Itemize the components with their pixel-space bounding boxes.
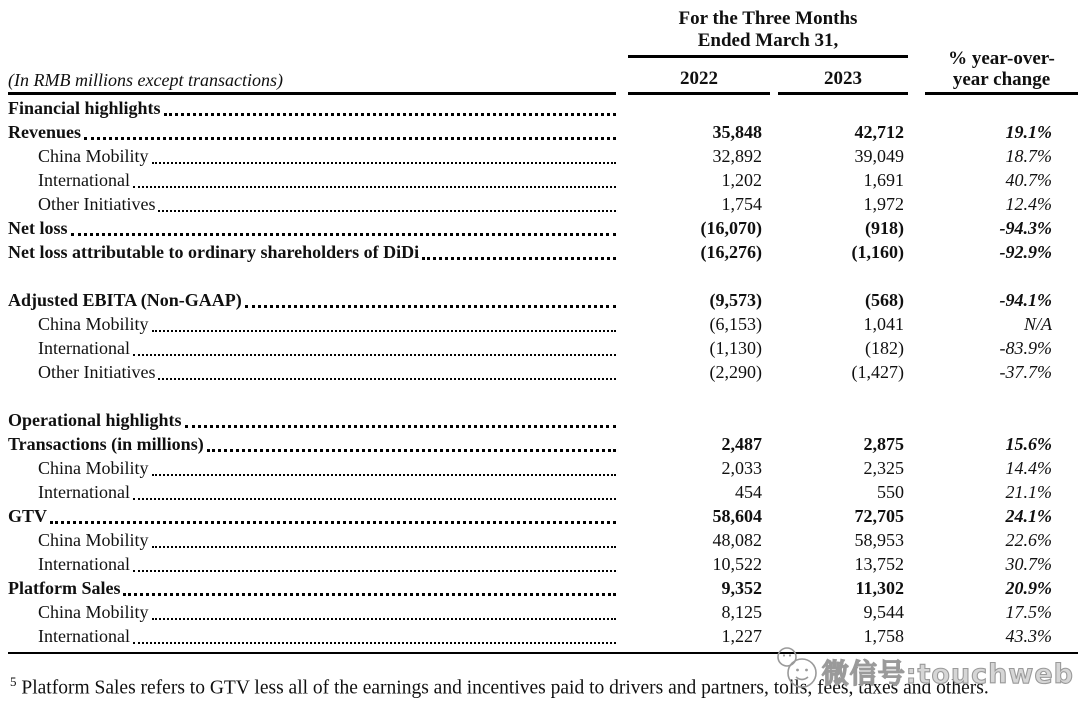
row-label-cell bbox=[8, 529, 616, 552]
row-label: Other Initiatives bbox=[38, 194, 156, 214]
table-row bbox=[8, 288, 1078, 312]
row-label-cell bbox=[8, 625, 616, 648]
value-yoy-change: N/A bbox=[1023, 314, 1052, 334]
footnote bbox=[8, 674, 1078, 700]
value-yoy-change: 14.4% bbox=[1005, 458, 1052, 478]
table-row bbox=[8, 600, 1078, 624]
value-2022: (2,290) bbox=[709, 362, 762, 382]
row-label: International bbox=[38, 482, 130, 502]
table-row bbox=[8, 624, 1078, 648]
value-2022: 35,848 bbox=[712, 122, 762, 142]
row-label: Net loss attributable to ordinary shareholders of DiDi bbox=[8, 242, 420, 262]
value-yoy-change: -37.7% bbox=[999, 362, 1052, 382]
value-yoy-change: 22.6% bbox=[1005, 530, 1052, 550]
table-body bbox=[8, 96, 1078, 648]
row-label-cell bbox=[8, 121, 616, 144]
dot-leader bbox=[133, 498, 616, 500]
table-row bbox=[8, 192, 1078, 216]
row-label-cell bbox=[8, 217, 616, 240]
value-2022: 58,604 bbox=[712, 506, 762, 526]
value-2022: 2,033 bbox=[721, 458, 762, 478]
table-row bbox=[8, 528, 1078, 552]
row-label: International bbox=[38, 626, 130, 646]
value-2022: (1,130) bbox=[709, 338, 762, 358]
year-columns bbox=[628, 68, 908, 95]
table-row bbox=[8, 144, 1078, 168]
value-2023: 11,302 bbox=[855, 578, 904, 598]
value-2023: (1,427) bbox=[851, 362, 904, 382]
column-header-yoy-change bbox=[925, 48, 1078, 95]
table-row bbox=[8, 456, 1078, 480]
row-label: GTV bbox=[8, 506, 48, 526]
column-header-2023: 2023 bbox=[778, 68, 908, 95]
value-yoy-change: 40.7% bbox=[1005, 170, 1052, 190]
value-yoy-change: 15.6% bbox=[1005, 434, 1052, 454]
dot-leader bbox=[152, 330, 616, 332]
row-label-cell bbox=[8, 241, 616, 264]
table-row bbox=[8, 480, 1078, 504]
row-label: Financial highlights bbox=[8, 98, 161, 118]
dot-leader bbox=[152, 546, 616, 548]
value-2022: 1,754 bbox=[721, 194, 762, 214]
value-2023: 550 bbox=[877, 482, 904, 502]
spacer-row bbox=[8, 264, 1078, 288]
value-2023: 1,691 bbox=[863, 170, 904, 190]
value-2023: 9,544 bbox=[863, 602, 904, 622]
value-2022: 1,202 bbox=[721, 170, 762, 190]
row-label: International bbox=[38, 170, 130, 190]
value-2023: 1,972 bbox=[863, 194, 904, 214]
dot-leader bbox=[123, 593, 616, 596]
value-2022: (9,573) bbox=[709, 290, 762, 310]
value-2023: 13,752 bbox=[854, 554, 904, 574]
unit-note: (In RMB millions except transactions) bbox=[8, 70, 616, 95]
row-label-cell bbox=[8, 409, 616, 432]
value-yoy-change: -94.3% bbox=[999, 218, 1052, 238]
dot-leader bbox=[133, 186, 616, 188]
dot-leader bbox=[422, 257, 616, 260]
value-2022: 454 bbox=[735, 482, 762, 502]
yoy-line1: % year-over- bbox=[948, 48, 1055, 69]
row-label-cell bbox=[8, 337, 616, 360]
row-label: China Mobility bbox=[38, 530, 149, 550]
value-2023: 72,705 bbox=[854, 506, 904, 526]
value-2023: (1,160) bbox=[851, 242, 904, 262]
dot-leader bbox=[158, 210, 616, 212]
footnote-text: Platform Sales refers to GTV less all of the earnings and incentives paid to drivers and partners, tolls, fees, taxes and others. bbox=[16, 677, 989, 699]
table-row bbox=[8, 552, 1078, 576]
dot-leader bbox=[245, 305, 616, 308]
row-label-cell bbox=[8, 193, 616, 216]
period-group-header bbox=[628, 8, 908, 95]
dot-leader bbox=[152, 474, 616, 476]
dot-leader bbox=[50, 521, 616, 524]
row-label-cell bbox=[8, 313, 616, 336]
dot-leader bbox=[207, 449, 616, 452]
value-2022: 32,892 bbox=[712, 146, 762, 166]
value-2023: 2,325 bbox=[863, 458, 904, 478]
value-2023: 58,953 bbox=[854, 530, 904, 550]
dot-leader bbox=[185, 425, 616, 428]
period-line1: For the Three Months bbox=[678, 8, 858, 29]
dot-leader bbox=[71, 233, 617, 236]
table-row bbox=[8, 96, 1078, 120]
value-2022: (16,070) bbox=[700, 218, 762, 238]
row-label: Transactions (in millions) bbox=[8, 434, 204, 454]
value-yoy-change: 12.4% bbox=[1005, 194, 1052, 214]
dot-leader bbox=[152, 162, 616, 164]
table-row bbox=[8, 504, 1078, 528]
table-header bbox=[8, 8, 1078, 95]
value-yoy-change: 20.9% bbox=[1005, 578, 1052, 598]
row-label-cell bbox=[8, 505, 616, 528]
table-row bbox=[8, 576, 1078, 600]
value-2023: 1,758 bbox=[863, 626, 904, 646]
value-2022: 8,125 bbox=[721, 602, 762, 622]
value-2023: 39,049 bbox=[854, 146, 904, 166]
table-row bbox=[8, 336, 1078, 360]
value-2023: 1,041 bbox=[863, 314, 904, 334]
row-label-cell bbox=[8, 457, 616, 480]
table-row bbox=[8, 168, 1078, 192]
row-label: International bbox=[38, 554, 130, 574]
row-label-cell bbox=[8, 361, 616, 384]
value-yoy-change: 30.7% bbox=[1005, 554, 1052, 574]
dot-leader bbox=[164, 113, 616, 116]
value-2023: (568) bbox=[865, 290, 904, 310]
dot-leader bbox=[133, 354, 616, 356]
dot-leader bbox=[158, 378, 616, 380]
dot-leader bbox=[133, 642, 616, 644]
dot-leader bbox=[133, 570, 616, 572]
row-label-cell bbox=[8, 289, 616, 312]
table-row bbox=[8, 360, 1078, 384]
value-yoy-change: 19.1% bbox=[1005, 122, 1052, 142]
row-label: Other Initiatives bbox=[38, 362, 156, 382]
row-label: China Mobility bbox=[38, 458, 149, 478]
column-header-2022: 2022 bbox=[628, 68, 770, 95]
value-yoy-change: 17.5% bbox=[1005, 602, 1052, 622]
value-2022: 10,522 bbox=[712, 554, 762, 574]
row-label-cell bbox=[8, 601, 616, 624]
row-label-cell bbox=[8, 553, 616, 576]
table-row bbox=[8, 312, 1078, 336]
row-label-cell bbox=[8, 169, 616, 192]
value-2023: (918) bbox=[865, 218, 904, 238]
row-label-cell bbox=[8, 577, 616, 600]
row-label-cell bbox=[8, 481, 616, 504]
value-2022: 2,487 bbox=[721, 434, 762, 454]
row-label: China Mobility bbox=[38, 314, 149, 334]
row-label-cell bbox=[8, 145, 616, 168]
row-label: Platform Sales bbox=[8, 578, 121, 598]
row-label-cell bbox=[8, 433, 616, 456]
row-label-cell bbox=[8, 97, 616, 120]
dot-leader bbox=[84, 137, 616, 140]
table-row bbox=[8, 240, 1078, 264]
value-2022: (16,276) bbox=[700, 242, 762, 262]
value-2023: (182) bbox=[865, 338, 904, 358]
value-yoy-change: 43.3% bbox=[1005, 626, 1052, 646]
value-2022: (6,153) bbox=[709, 314, 762, 334]
table-row bbox=[8, 432, 1078, 456]
table-row bbox=[8, 216, 1078, 240]
value-yoy-change: 24.1% bbox=[1005, 506, 1052, 526]
value-2022: 9,352 bbox=[721, 578, 762, 598]
footnote-marker: 5 bbox=[10, 674, 17, 689]
dot-leader bbox=[152, 618, 616, 620]
row-label: China Mobility bbox=[38, 146, 149, 166]
value-yoy-change: -94.1% bbox=[999, 290, 1052, 310]
value-yoy-change: 18.7% bbox=[1005, 146, 1052, 166]
row-label: Net loss bbox=[8, 218, 68, 238]
value-2023: 2,875 bbox=[863, 434, 904, 454]
value-2022: 1,227 bbox=[721, 626, 762, 646]
table-row bbox=[8, 408, 1078, 432]
row-label: International bbox=[38, 338, 130, 358]
value-yoy-change: -92.9% bbox=[999, 242, 1052, 262]
table-row bbox=[8, 120, 1078, 144]
period-group-title bbox=[628, 8, 908, 58]
row-label: Adjusted EBITA (Non-GAAP) bbox=[8, 290, 242, 310]
spacer-row bbox=[8, 384, 1078, 408]
row-label: Revenues bbox=[8, 122, 81, 142]
row-label: Operational highlights bbox=[8, 410, 182, 430]
value-2023: 42,712 bbox=[854, 122, 904, 142]
row-label: China Mobility bbox=[38, 602, 149, 622]
yoy-line2: year change bbox=[952, 69, 1051, 90]
period-line2: Ended March 31, bbox=[697, 30, 839, 51]
value-yoy-change: 21.1% bbox=[1005, 482, 1052, 502]
watermark-text: 微信号:touchweb bbox=[821, 659, 1074, 690]
value-yoy-change: -83.9% bbox=[999, 338, 1052, 358]
value-2022: 48,082 bbox=[712, 530, 762, 550]
table-bottom-rule bbox=[8, 652, 1078, 654]
